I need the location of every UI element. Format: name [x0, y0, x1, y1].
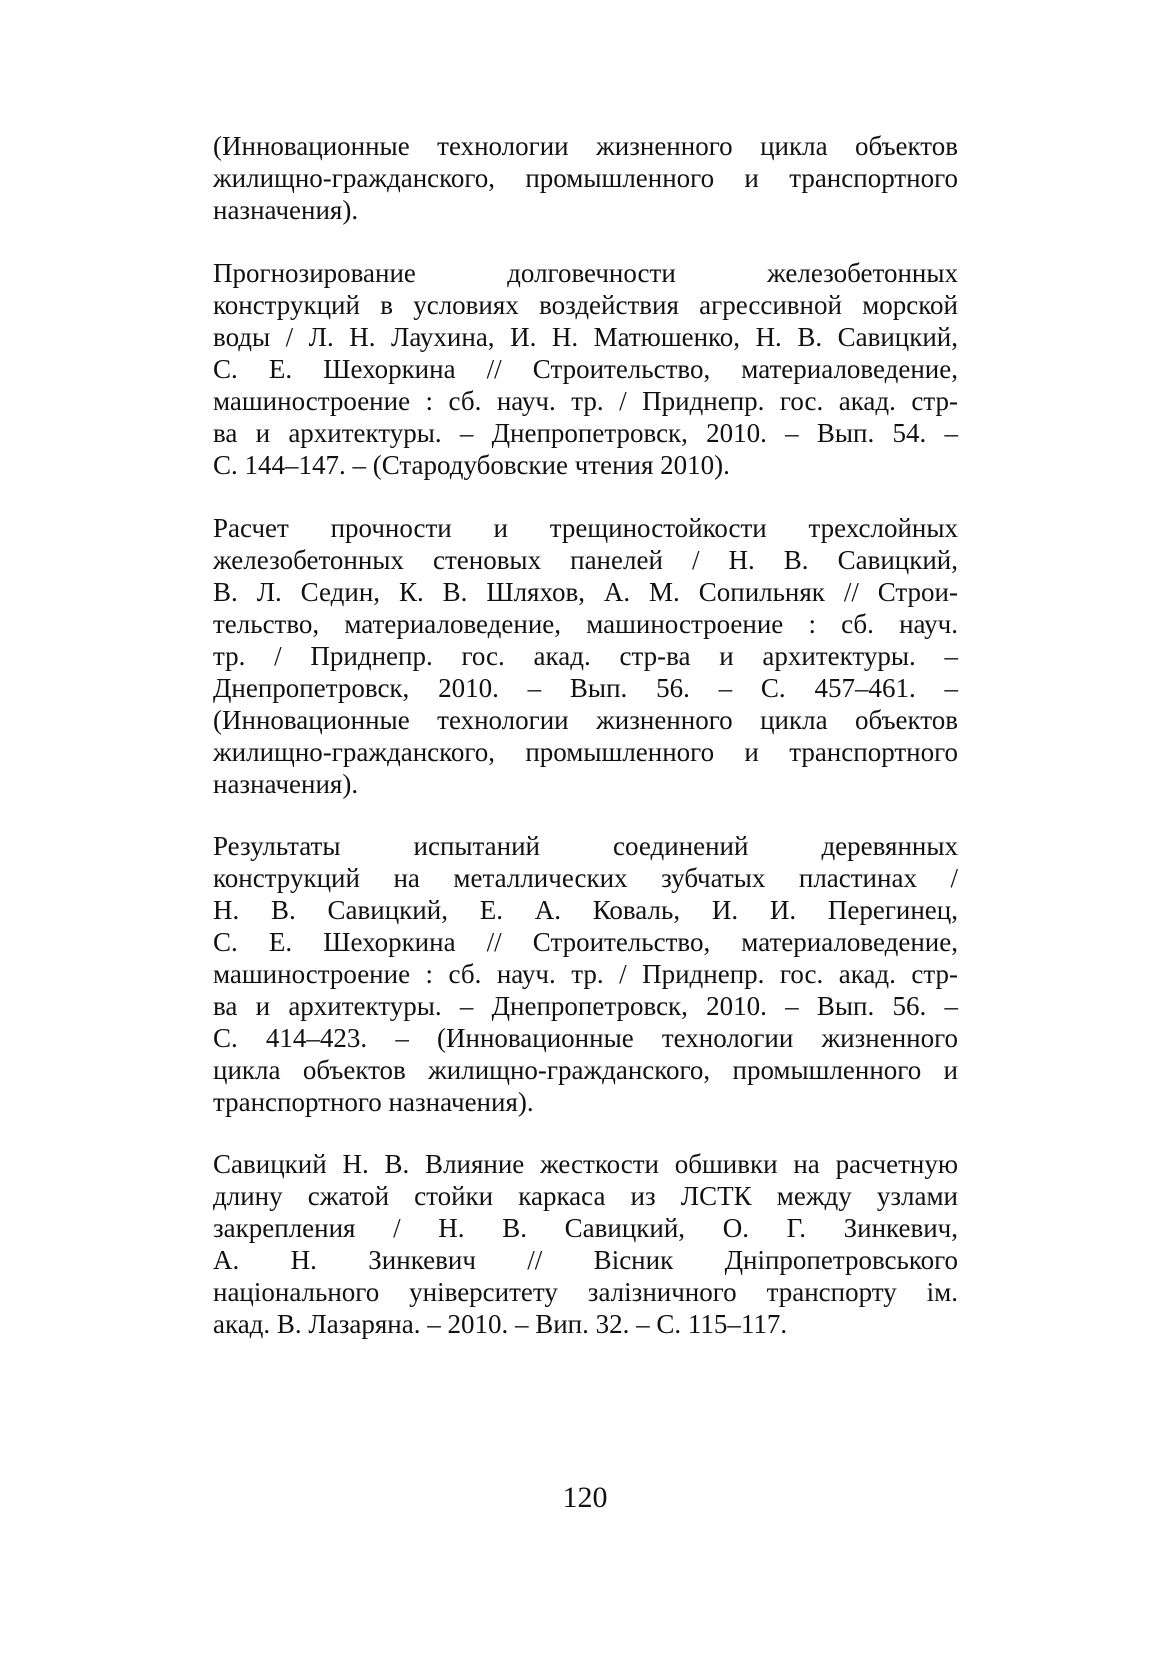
entry-line: С. Е. Шехоркина // Строительство, материаловедение, — [213, 927, 958, 957]
entry-line: жилищно-гражданского, промышленного и транспортного — [213, 737, 958, 767]
entry-line: акад. В. Лазаряна. – 2010. – Вип. 32. – С. 115–117. — [213, 1309, 788, 1339]
bibliography-entry-2 — [213, 257, 958, 481]
entry-line: транспортного назначения). — [213, 1087, 534, 1117]
entry-line: конструкций на металлических зубчатых пластинах / — [213, 863, 958, 893]
bibliography-entry-3 — [213, 512, 958, 800]
entry-line: (Инновационные технологии жизненного цикла объектов — [213, 705, 958, 735]
entry-line: машиностроение : сб. науч. тр. / Приднепр. гос. акад. стр- — [213, 959, 958, 989]
entry-line: машиностроение : сб. науч. тр. / Приднепр. гос. акад. стр- — [213, 386, 958, 416]
page-number: 120 — [562, 1481, 608, 1514]
entry-line: (Инновационные технологии жизненного цикла объектов — [213, 131, 958, 161]
entry-line: закрепления / Н. В. Савицкий, О. Г. Зинкевич, — [213, 1213, 958, 1243]
entry-line: тельство, материаловедение, машиностроение : сб. науч. — [213, 609, 958, 639]
entry-line: національного університету залізничного транспорту ім. — [213, 1277, 958, 1307]
bibliography-entry-4 — [213, 830, 958, 1118]
entry-line: цикла объектов жилищно-гражданского, промышленного и — [213, 1055, 958, 1085]
entry-line: Прогнозирование долговечности железобетонных — [213, 258, 958, 288]
entry-line: ва и архитектуры. – Днепропетровск, 2010. – Вып. 54. – — [213, 418, 958, 448]
entry-line: тр. / Приднепр. гос. акад. стр-ва и архитектуры. – — [213, 641, 958, 671]
bibliography-entry-1 — [213, 130, 958, 226]
entry-line: жилищно-гражданского, промышленного и транспортного — [213, 163, 958, 193]
entry-line: назначения). — [213, 769, 359, 799]
entry-line: железобетонных стеновых панелей / Н. В. Савицкий, — [213, 545, 958, 575]
entry-line: ва и архитектуры. – Днепропетровск, 2010. – Вып. 56. – — [213, 991, 958, 1021]
entry-line: С. Е. Шехоркина // Строительство, материаловедение, — [213, 354, 958, 384]
entry-line: длину сжатой стойки каркаса из ЛСТК между узлами — [213, 1181, 958, 1211]
entry-line: конструкций в условиях воздействия агрессивной морской — [213, 290, 958, 320]
entry-line: С. 144–147. – (Стародубовские чтения 2010). — [213, 450, 730, 480]
entry-line: С. 414–423. – (Инновационные технологии жизненного — [213, 1023, 958, 1053]
bibliography-entry-5 — [213, 1148, 958, 1340]
entry-line: Н. В. Савицкий, Е. А. Коваль, И. И. Перегинец, — [213, 895, 958, 925]
entry-line: Савицкий Н. В. Влияние жесткости обшивки на расчетную — [213, 1149, 958, 1179]
entry-line: Днепропетровск, 2010. – Вып. 56. – С. 457–461. – — [213, 673, 958, 703]
entry-line: Расчет прочности и трещиностойкости трехслойных — [213, 513, 958, 543]
entry-line: В. Л. Седин, К. В. Шляхов, А. М. Сопильняк // Строи- — [213, 577, 958, 607]
entry-line: назначения). — [213, 195, 359, 225]
entry-line: Результаты испытаний соединений деревянных — [213, 831, 958, 861]
entry-line: А. Н. Зинкевич // Вісник Дніпропетровського — [213, 1245, 958, 1275]
entry-line: воды / Л. Н. Лаухина, И. Н. Матюшенко, Н. В. Савицкий, — [213, 322, 958, 352]
